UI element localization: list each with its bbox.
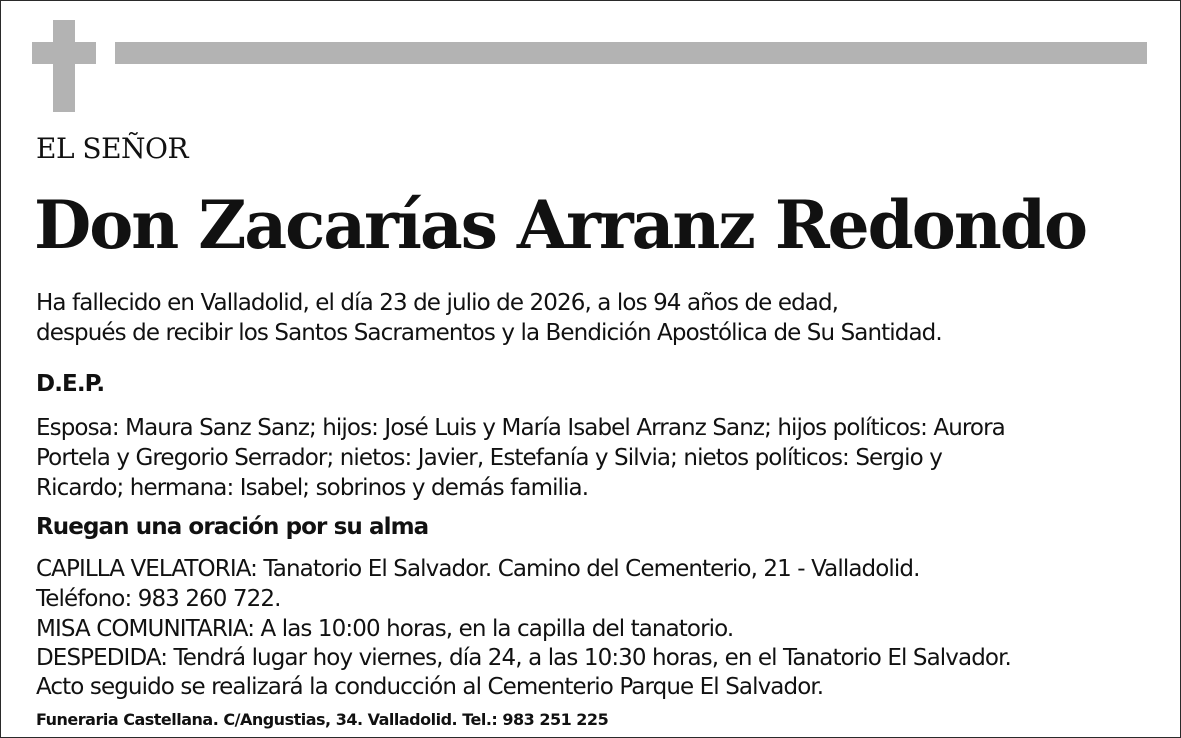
service-line: Teléfono: 983 260 722.	[36, 586, 281, 612]
prayer-request: Ruegan una oración por su alma	[36, 514, 429, 540]
funeral-home-footer: Funeraria Castellana. C/Angustias, 34. Valladolid. Tel.: 983 251 225	[36, 710, 609, 729]
death-line: después de recibir los Santos Sacramentos y la Bendición Apostólica de Su Santidad.	[36, 320, 942, 346]
family-line: Esposa: Maura Sanz Sanz; hijos: José Luis y María Isabel Arranz Sanz; hijos políticos: Aurora	[36, 415, 1005, 441]
deceased-name: Don Zacarías Arranz Redondo	[34, 186, 1086, 264]
family-line: Ricardo; hermana: Isabel; sobrinos y demás familia.	[36, 475, 589, 501]
cross-icon	[32, 20, 96, 112]
header-rule	[115, 42, 1147, 64]
service-line: CAPILLA VELATORIA: Tanatorio El Salvador. Camino del Cementerio, 21 - Valladolid.	[36, 556, 920, 582]
family-line: Portela y Gregorio Serrador; nietos: Javier, Estefanía y Silvia; nietos políticos: Sergio y	[36, 445, 942, 471]
honorific: EL SEÑOR	[36, 132, 189, 165]
service-line: DESPEDIDA: Tendrá lugar hoy viernes, día 24, a las 10:30 horas, en el Tanatorio El Salvador.	[36, 645, 1011, 671]
service-line: Acto seguido se realizará la conducción al Cementerio Parque El Salvador.	[36, 674, 824, 700]
dep-label: D.E.P.	[36, 371, 105, 397]
death-line: Ha fallecido en Valladolid, el día 23 de julio de 2026, a los 94 años de edad,	[36, 290, 839, 316]
service-line: MISA COMUNITARIA: A las 10:00 horas, en la capilla del tanatorio.	[36, 616, 734, 642]
